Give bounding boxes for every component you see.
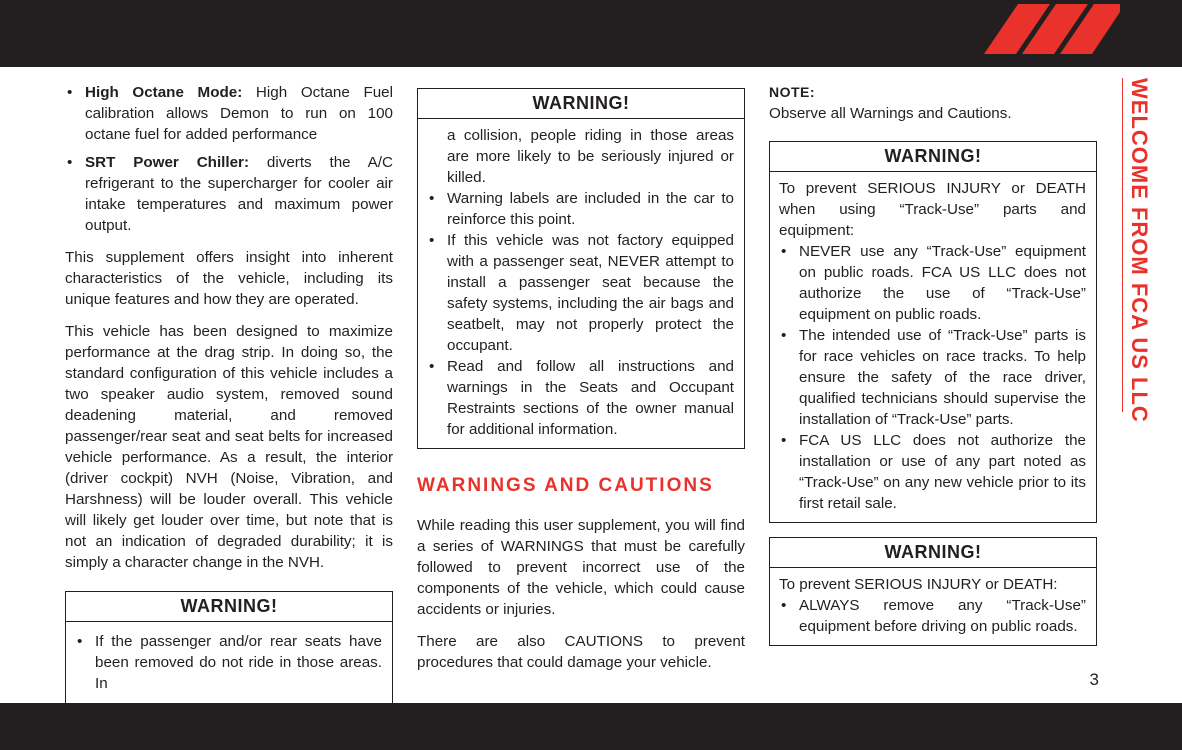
warning-box bbox=[417, 88, 745, 449]
list-item: • High Octane Mode: High Octane Fuel calibration allows Demon to run on 100 octane fuel for added performance bbox=[65, 82, 393, 145]
warning-title: WARNING! bbox=[66, 592, 392, 622]
list-item: • FCA US LLC does not authorize the installation or use of any part noted as “Track-Use” on any new vehicle prior to its first retail sale. bbox=[779, 430, 1086, 514]
note-label: NOTE: bbox=[769, 84, 816, 100]
warning-body bbox=[770, 568, 1096, 645]
warning-intro: To prevent SERIOUS INJURY or DEATH when using “Track-Use” parts and equipment: bbox=[779, 180, 1086, 239]
warning-continuation: a collision, people riding in those areas are more likely to be seriously injured or killed. bbox=[447, 127, 734, 186]
warning-box bbox=[769, 141, 1097, 523]
warning-title: WARNING! bbox=[770, 142, 1096, 172]
warning-body bbox=[418, 119, 744, 448]
chapter-side-title: WELCOME FROM FCA US LLC bbox=[1122, 78, 1156, 412]
list-item: • Read and follow all instructions and warnings in the Seats and Occupant Restraints sections of the owner manual for additional information. bbox=[427, 356, 734, 440]
racing-stripes-logo bbox=[984, 4, 1120, 54]
column-right bbox=[769, 82, 1097, 646]
body-paragraph: While reading this user supplement, you will find a series of WARNINGS that must be carefully followed to prevent incorrect use of the components of the vehicle, which could cause accidents or injuries. bbox=[417, 517, 745, 618]
column-middle bbox=[417, 88, 745, 673]
bottom-footer-bar bbox=[0, 703, 1182, 750]
list-item: • If this vehicle was not factory equipped with a passenger seat, NEVER attempt to install a passenger seat because the safety systems, including the air bags and seatbelt, may not properly protect the occupant. bbox=[427, 230, 734, 356]
note-text: Observe all Warnings and Cautions. bbox=[769, 105, 1012, 122]
warning-title: WARNING! bbox=[770, 538, 1096, 568]
list-item: • The intended use of “Track-Use” parts is for race vehicles on race tracks. To help ensure the safety of the race driver, qualified technicians should supervise the installation of “Track-Use” parts. bbox=[779, 325, 1086, 430]
warning-body bbox=[66, 622, 392, 706]
warning-box bbox=[65, 591, 393, 707]
warning-box bbox=[769, 537, 1097, 646]
body-paragraph: There are also CAUTIONS to prevent procedures that could damage your vehicle. bbox=[417, 633, 745, 671]
body-paragraph: This vehicle has been designed to maximize performance at the drag strip. In doing so, the standard configuration of this vehicle includes a two speaker audio system, removed sound deadening material, and removed passenger/rear seat and seat belts for increased vehicle performance. As a result, the interior (driver cockpit) NVH (Noise, Vibration, and Harshness) will be louder overall. This vehicle will likely get louder over time, but note that is not an indication of degraded durability; it is simply a character change in the NVH. bbox=[65, 323, 393, 571]
top-header-bar bbox=[0, 0, 1182, 67]
section-title: WARNINGS AND CAUTIONS bbox=[417, 475, 714, 496]
feature-list bbox=[65, 82, 393, 236]
list-item: • NEVER use any “Track-Use” equipment on public roads. FCA US LLC does not authorize the use of “Track-Use” equipment on public roads. bbox=[779, 241, 1086, 325]
warning-title: WARNING! bbox=[418, 89, 744, 119]
list-item: • ALWAYS remove any “Track-Use” equipment before driving on public roads. bbox=[779, 595, 1086, 637]
list-item: • If the passenger and/or rear seats have been removed do not ride in those areas. In bbox=[75, 631, 382, 694]
intro-paragraph: This supplement offers insight into inherent characteristics of the vehicle, including its unique features and how they are operated. bbox=[65, 249, 393, 308]
list-item: • Warning labels are included in the car to reinforce this point. bbox=[427, 188, 734, 230]
list-item: • SRT Power Chiller: diverts the A/C refrigerant to the supercharger for cooler air intake temperatures and maximum power output. bbox=[65, 152, 393, 236]
column-left bbox=[65, 82, 393, 707]
warning-intro: To prevent SERIOUS INJURY or DEATH: bbox=[779, 576, 1058, 593]
page-number: 3 bbox=[1089, 670, 1099, 689]
warning-body bbox=[770, 172, 1096, 522]
